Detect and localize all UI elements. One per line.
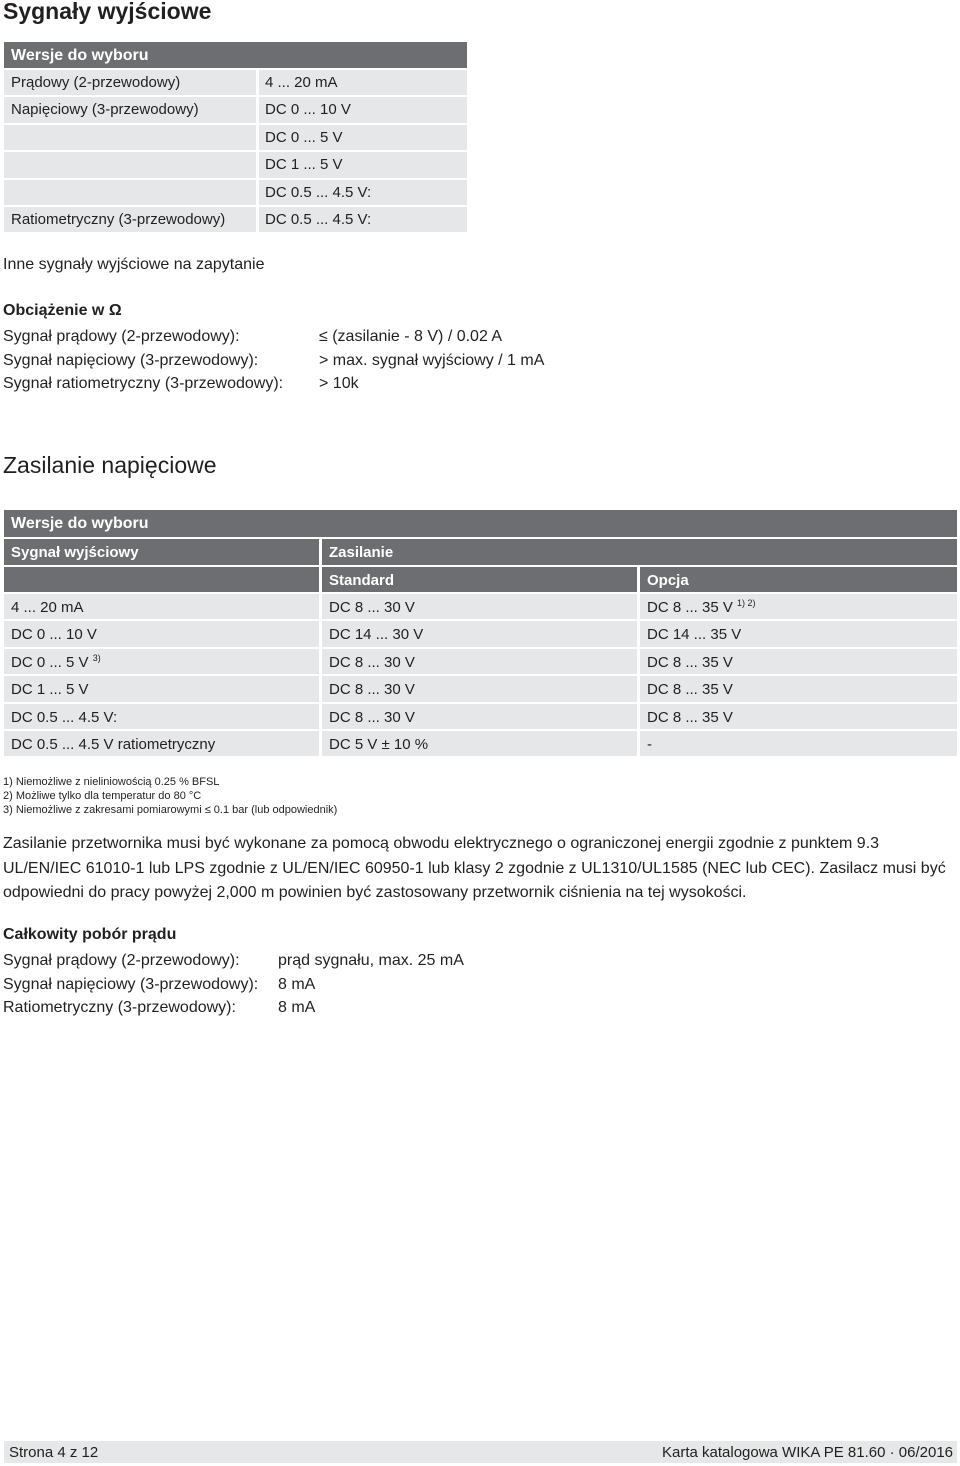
version-value: DC 0.5 ... 4.5 V: bbox=[259, 207, 467, 232]
load-value: > max. sygnał wyjściowy / 1 mA bbox=[319, 351, 545, 369]
versions-table bbox=[4, 42, 467, 234]
signal-cell: DC 0.5 ... 4.5 V ratiometryczny bbox=[4, 731, 319, 756]
version-type: Ratiometryczny (3-przewodowy) bbox=[4, 207, 256, 232]
table-row bbox=[4, 676, 957, 701]
footnote-3: 3) Niemożliwe z zakresami pomiarowymi ≤ 0.1 bar (lub odpowiednik) bbox=[3, 804, 338, 816]
consumption-value: 8 mA bbox=[278, 975, 316, 993]
load-value: > 10k bbox=[319, 375, 359, 392]
table-subheader-row bbox=[4, 567, 957, 592]
consumption-label: Sygnał prądowy (2-przewodowy): bbox=[3, 952, 240, 969]
standard-cell: DC 8 ... 30 V bbox=[322, 594, 637, 619]
version-type bbox=[4, 180, 256, 205]
consumption-title: Całkowity pobór prądu bbox=[3, 926, 177, 943]
consumption-value: prąd sygnału, max. 25 mA bbox=[278, 952, 464, 969]
list-item bbox=[3, 325, 544, 349]
load-value: ≤ (zasilanie - 8 V) / 0.02 A bbox=[319, 328, 503, 345]
table-row bbox=[4, 97, 467, 122]
table-row bbox=[4, 70, 467, 95]
consumption-list bbox=[3, 949, 464, 1020]
standard-cell: DC 14 ... 30 V bbox=[322, 621, 637, 646]
column-header-supply: Zasilanie bbox=[322, 539, 957, 565]
standard-cell: DC 8 ... 30 V bbox=[322, 704, 637, 729]
standard-cell: DC 8 ... 30 V bbox=[322, 649, 637, 674]
version-value: DC 1 ... 5 V bbox=[259, 152, 467, 177]
section-title-power-supply: Zasilanie napięciowe bbox=[3, 452, 217, 478]
signal-cell: 4 ... 20 mA bbox=[4, 594, 319, 619]
table-row bbox=[4, 180, 467, 205]
load-label: Sygnał napięciowy (3-przewodowy): bbox=[3, 351, 259, 369]
signal-cell: DC 0.5 ... 4.5 V: bbox=[4, 704, 319, 729]
footnote-ref: 3) bbox=[92, 652, 101, 663]
list-item bbox=[3, 949, 464, 973]
version-value: 4 ... 20 mA bbox=[259, 70, 467, 95]
option-cell: DC 8 ... 35 V bbox=[640, 676, 957, 701]
consumption-label: Ratiometryczny (3-przewodowy): bbox=[3, 999, 236, 1016]
list-item bbox=[3, 996, 464, 1020]
column-header-option: Opcja bbox=[640, 567, 957, 592]
footnotes bbox=[3, 775, 337, 817]
signal-cell: DC 0 ... 10 V bbox=[4, 621, 319, 646]
table-row bbox=[4, 125, 467, 150]
list-item bbox=[3, 372, 544, 396]
page-footer bbox=[4, 1441, 957, 1463]
load-title: Obciążenie w Ω bbox=[3, 302, 122, 319]
supply-table bbox=[4, 510, 957, 758]
table-row bbox=[4, 621, 957, 646]
column-header-signal-cont bbox=[4, 567, 319, 592]
standard-cell: DC 8 ... 30 V bbox=[322, 676, 637, 701]
footnote-2: 2) Możliwe tylko dla temperatur do 80 °C bbox=[3, 790, 202, 802]
table-row bbox=[4, 152, 467, 177]
load-label: Sygnał prądowy (2-przewodowy): bbox=[3, 328, 240, 345]
table-row bbox=[4, 704, 957, 729]
option-cell: DC 8 ... 35 V bbox=[640, 649, 957, 674]
version-value: DC 0 ... 5 V bbox=[259, 125, 467, 150]
table-row bbox=[4, 731, 957, 756]
version-type: Napięciowy (3-przewodowy) bbox=[4, 97, 256, 122]
other-signals-note: Inne sygnały wyjściowe na zapytanie bbox=[3, 256, 265, 273]
consumption-label: Sygnał napięciowy (3-przewodowy): bbox=[3, 975, 259, 993]
table-row bbox=[4, 207, 467, 232]
table-header-row bbox=[4, 539, 957, 565]
standard-cell: DC 5 V ± 10 % bbox=[322, 731, 637, 756]
version-type bbox=[4, 152, 256, 177]
consumption-value: 8 mA bbox=[278, 999, 316, 1016]
column-header-signal: Sygnał wyjściowy bbox=[4, 539, 319, 565]
load-label: Sygnał ratiometryczny (3-przewodowy): bbox=[3, 375, 284, 392]
signal-cell: DC 1 ... 5 V bbox=[4, 676, 319, 701]
section-title-output-signals: Sygnały wyjściowe bbox=[3, 0, 212, 24]
list-item bbox=[3, 973, 464, 997]
supply-table-header: Wersje do wyboru bbox=[4, 510, 957, 537]
ul-compliance-paragraph: Zasilanie przetwornika musi być wykonane za pomocą obwodu elektrycznego o ograniczonej energii zgodnie z punktem 9.3 UL/EN/IEC 61010-1 lub LPS zgodnie z UL/EN/IEC 60950-1 lub klasy 2 zgodnie z UL1310/UL1585 (NEC lub CEC). Zasilacz musi być odpowiedni do pracy powyżej 2,000 m powinien być zastosowany przetwornik ciśnienia na tej wysokości. bbox=[3, 835, 946, 901]
page-number: Strona 4 z 12 bbox=[9, 1443, 99, 1461]
footnote-1: 1) Niemożliwe z nieliniowością 0.25 % BFSL bbox=[3, 776, 220, 788]
version-value: DC 0.5 ... 4.5 V: bbox=[259, 180, 467, 205]
footnote-ref: 1) 2) bbox=[737, 598, 756, 608]
version-value: DC 0 ... 10 V bbox=[259, 97, 467, 122]
option-cell: - bbox=[640, 731, 957, 756]
option-cell: DC 14 ... 35 V bbox=[640, 621, 957, 646]
option-cell: DC 8 ... 35 V bbox=[640, 704, 957, 729]
signal-cell: DC 0 ... 5 V $^{3)}$ bbox=[4, 649, 319, 674]
load-list bbox=[3, 325, 544, 396]
versions-table-header: Wersje do wyboru bbox=[4, 42, 467, 68]
version-type: Prądowy (2-przewodowy) bbox=[4, 70, 256, 95]
list-item bbox=[3, 349, 544, 373]
table-row bbox=[4, 649, 957, 674]
table-row bbox=[4, 594, 957, 619]
version-type bbox=[4, 125, 256, 150]
column-header-standard: Standard bbox=[322, 567, 637, 592]
option-cell: DC 8 ... 35 V $^{1) 2)}$ bbox=[640, 594, 957, 619]
catalog-reference: Karta katalogowa WIKA PE 81.60 · 06/2016 bbox=[661, 1443, 953, 1461]
